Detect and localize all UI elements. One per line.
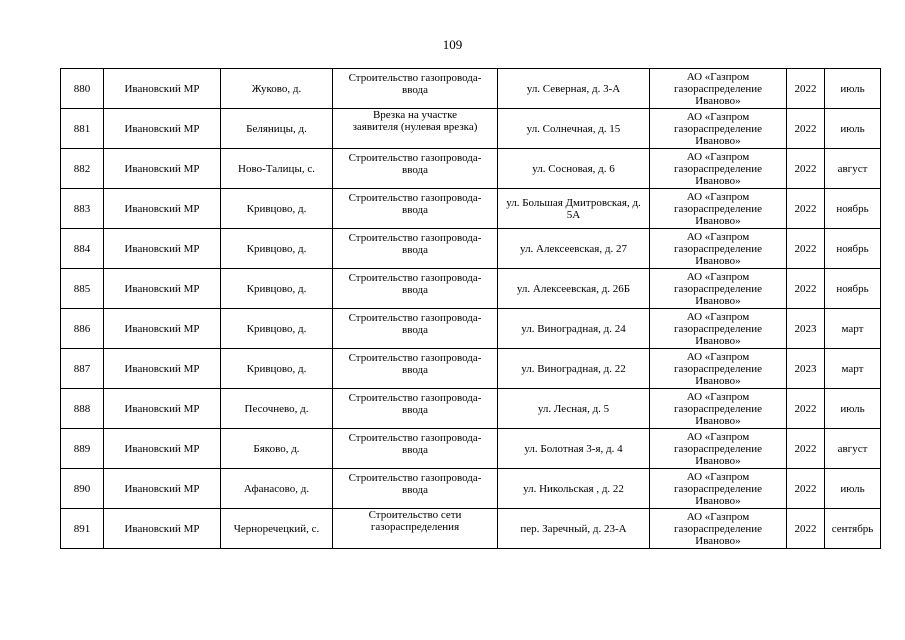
row-number-cell: 880	[61, 69, 104, 109]
locality-cell: Беляницы, д.	[221, 109, 333, 149]
district-cell: Ивановский МР	[104, 309, 221, 349]
district-cell: Ивановский МР	[104, 349, 221, 389]
district-cell: Ивановский МР	[104, 269, 221, 309]
month-cell: март	[825, 349, 881, 389]
address-cell: ул. Никольская , д. 22	[498, 469, 650, 509]
district-cell: Ивановский МР	[104, 109, 221, 149]
table-row	[61, 109, 881, 149]
year-cell: 2022	[787, 109, 825, 149]
month-cell: ноябрь	[825, 189, 881, 229]
table-row	[61, 149, 881, 189]
organization-cell: АО «Газпром газораспределение Иваново»	[650, 509, 787, 549]
table-row	[61, 429, 881, 469]
district-cell: Ивановский МР	[104, 509, 221, 549]
locality-cell: Кривцово, д.	[221, 309, 333, 349]
work-type-cell: Строительство газопровода-ввода	[333, 269, 498, 309]
table-row	[61, 229, 881, 269]
district-cell: Ивановский МР	[104, 149, 221, 189]
page-number: 109	[442, 37, 463, 52]
row-number-cell: 889	[61, 429, 104, 469]
organization-cell: АО «Газпром газораспределение Иваново»	[650, 349, 787, 389]
month-cell: август	[825, 149, 881, 189]
work-type-cell: Строительство газопровода-ввода	[333, 309, 498, 349]
work-type-cell: Врезка на участке заявителя (нулевая врезка)	[333, 109, 498, 149]
work-type-cell: Строительство газопровода-ввода	[333, 189, 498, 229]
table-row	[61, 189, 881, 229]
year-cell: 2022	[787, 269, 825, 309]
year-cell: 2022	[787, 69, 825, 109]
address-cell: пер. Заречный, д. 23-А	[498, 509, 650, 549]
row-number-cell: 884	[61, 229, 104, 269]
district-cell: Ивановский МР	[104, 189, 221, 229]
table-row	[61, 509, 881, 549]
gasification-table	[60, 68, 881, 549]
work-type-cell: Строительство газопровода-ввода	[333, 429, 498, 469]
organization-cell: АО «Газпром газораспределение Иваново»	[650, 189, 787, 229]
organization-cell: АО «Газпром газораспределение Иваново»	[650, 269, 787, 309]
month-cell: сентябрь	[825, 509, 881, 549]
work-type-cell: Строительство газопровода-ввода	[333, 389, 498, 429]
table-body	[61, 69, 881, 549]
address-cell: ул. Виноградная, д. 24	[498, 309, 650, 349]
row-number-cell: 890	[61, 469, 104, 509]
organization-cell: АО «Газпром газораспределение Иваново»	[650, 309, 787, 349]
organization-cell: АО «Газпром газораспределение Иваново»	[650, 469, 787, 509]
row-number-cell: 888	[61, 389, 104, 429]
table-row	[61, 469, 881, 509]
table-row	[61, 349, 881, 389]
month-cell: июль	[825, 69, 881, 109]
month-cell: июль	[825, 109, 881, 149]
district-cell: Ивановский МР	[104, 389, 221, 429]
locality-cell: Песочнево, д.	[221, 389, 333, 429]
year-cell: 2022	[787, 149, 825, 189]
year-cell: 2023	[787, 349, 825, 389]
address-cell: ул. Алексеевская, д. 27	[498, 229, 650, 269]
month-cell: ноябрь	[825, 229, 881, 269]
row-number-cell: 891	[61, 509, 104, 549]
table-row	[61, 269, 881, 309]
year-cell: 2022	[787, 229, 825, 269]
row-number-cell: 887	[61, 349, 104, 389]
organization-cell: АО «Газпром газораспределение Иваново»	[650, 389, 787, 429]
address-cell: ул. Алексеевская, д. 26Б	[498, 269, 650, 309]
locality-cell: Жуково, д.	[221, 69, 333, 109]
row-number-cell: 882	[61, 149, 104, 189]
locality-cell: Ново-Талицы, с.	[221, 149, 333, 189]
work-type-cell: Строительство газопровода-ввода	[333, 469, 498, 509]
row-number-cell: 886	[61, 309, 104, 349]
month-cell: июль	[825, 469, 881, 509]
address-cell: ул. Северная, д. 3-А	[498, 69, 650, 109]
table-row	[61, 309, 881, 349]
district-cell: Ивановский МР	[104, 469, 221, 509]
locality-cell: Афанасово, д.	[221, 469, 333, 509]
row-number-cell: 885	[61, 269, 104, 309]
address-cell: ул. Большая Дмитровская, д. 5А	[498, 189, 650, 229]
table-row	[61, 389, 881, 429]
month-cell: июль	[825, 389, 881, 429]
district-cell: Ивановский МР	[104, 69, 221, 109]
address-cell: ул. Виноградная, д. 22	[498, 349, 650, 389]
month-cell: ноябрь	[825, 269, 881, 309]
locality-cell: Черноречецкий, с.	[221, 509, 333, 549]
organization-cell: АО «Газпром газораспределение Иваново»	[650, 149, 787, 189]
organization-cell: АО «Газпром газораспределение Иваново»	[650, 429, 787, 469]
row-number-cell: 881	[61, 109, 104, 149]
locality-cell: Кривцово, д.	[221, 269, 333, 309]
month-cell: август	[825, 429, 881, 469]
row-number-cell: 883	[61, 189, 104, 229]
year-cell: 2022	[787, 509, 825, 549]
district-cell: Ивановский МР	[104, 429, 221, 469]
address-cell: ул. Сосновая, д. 6	[498, 149, 650, 189]
organization-cell: АО «Газпром газораспределение Иваново»	[650, 109, 787, 149]
locality-cell: Кривцово, д.	[221, 189, 333, 229]
year-cell: 2023	[787, 309, 825, 349]
table-row	[61, 69, 881, 109]
organization-cell: АО «Газпром газораспределение Иваново»	[650, 229, 787, 269]
year-cell: 2022	[787, 189, 825, 229]
address-cell: ул. Болотная 3-я, д. 4	[498, 429, 650, 469]
work-type-cell: Строительство газопровода-ввода	[333, 349, 498, 389]
month-cell: март	[825, 309, 881, 349]
year-cell: 2022	[787, 389, 825, 429]
year-cell: 2022	[787, 469, 825, 509]
address-cell: ул. Солнечная, д. 15	[498, 109, 650, 149]
locality-cell: Бяково, д.	[221, 429, 333, 469]
year-cell: 2022	[787, 429, 825, 469]
work-type-cell: Строительство газопровода-ввода	[333, 229, 498, 269]
address-cell: ул. Лесная, д. 5	[498, 389, 650, 429]
work-type-cell: Строительство сети газораспределения	[333, 509, 498, 549]
locality-cell: Кривцово, д.	[221, 349, 333, 389]
work-type-cell: Строительство газопровода-ввода	[333, 149, 498, 189]
district-cell: Ивановский МР	[104, 229, 221, 269]
organization-cell: АО «Газпром газораспределение Иваново»	[650, 69, 787, 109]
locality-cell: Кривцово, д.	[221, 229, 333, 269]
work-type-cell: Строительство газопровода-ввода	[333, 69, 498, 109]
